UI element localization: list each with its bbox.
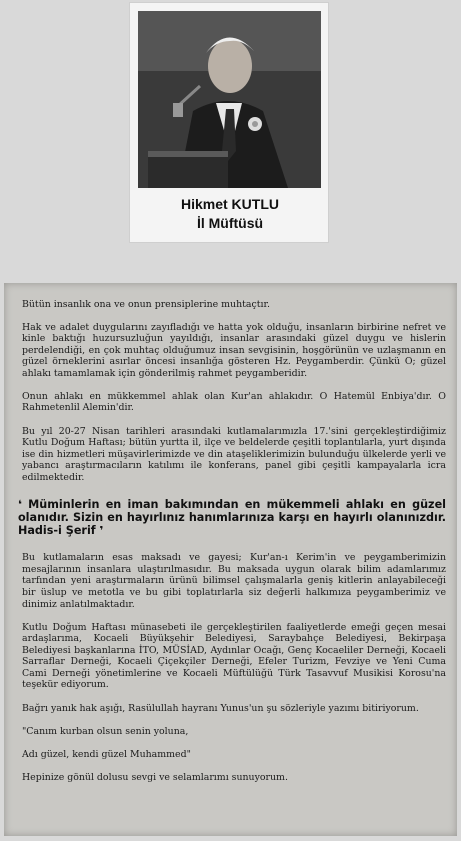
hadith-pull-quote: ❛ Müminlerin en iman bakımından en mükemmeli ahlakı en güzel olanıdır. Sizin en hayırlınız hanımlarınıza karşı en hayırlı olanınızdır. Hadis-i Şerif ❜ (18, 497, 446, 537)
article-paragraph: Hepinize gönül dolusu sevgi ve selamlarımı sunuyorum. (22, 771, 288, 783)
poem-line: "Canım kurban olsun senin yoluna, (22, 725, 189, 737)
article-body (18, 287, 446, 795)
article-paragraph: Bu yıl 20-27 Nisan tarihleri arasındaki kutlamalarımızla 17.'sini gerçekleştirdiğimiz Kutlu Doğum Haftası; bütün yurtta il, ilçe ve beldelerde çeşitli toplantılarla, yurt dışında ise din hizmetleri müşavirlerimizde ve din ataşeliklerimizin bulunduğu ülkelerde yerli ve yabancı araştırmacıların katılımı ile konferans, panel gibi çeşitli kampayalarla icra edilmektedir. (22, 425, 446, 483)
article-paragraph: Onun ahlakı en mükkemmel ahlak olan Kur'an ahlakıdır. O Hatemül Enbiya'dır. O Rahmetenlil Alemin'dir. (22, 390, 446, 414)
author-photo-card (129, 2, 329, 243)
article-paragraph: Bütün insanlık ona ve onun prensiplerine muhtaçtır. (22, 298, 270, 310)
author-portrait (138, 11, 321, 188)
poem-line: Adı güzel, kendi güzel Muhammed" (22, 748, 191, 760)
author-title: İl Müftüsü (196, 215, 264, 231)
author-name: Hikmet KUTLU (180, 196, 279, 212)
article-paragraph: Hak ve adalet duygularını zayıfladığı ve hatta yok olduğu, insanların birbirine nefret ve kinle baktığı huzursuzluğun yayıldığı, insanlar arasındaki güzel duygu ve hislerin perdelendiği, en çok muhtaç olduğumuz insan sevgisinin, hoşgörünün ve uzlaşmanın en güzel örneklerini asırlar öncesi insanlığa gösteren Hz. Peygamberdir. Çünkü O; güzel ahlakı tamamlamak için gönderilmiş rahmet peygamberidir. (22, 321, 446, 379)
portrait-illustration (138, 11, 321, 188)
article-paragraph: Kutlu Doğum Haftası münasebeti ile gerçekleştirilen faaliyetlerde emeği geçen mesai ardaşlarıma, Kocaeli Büyükşehir Belediyesi, Saraybahçe Belediyesi, Bekirpaşa Belediyesi başkanlarına İTO, MÜSİAD, Aydınlar Ocağı, Genç Kocaeliler Derneği, Kocaeli Sarraflar Derneği, Kocaeli Çiçekçiler Derneği, Efeler Turizm, Fevziye ve Yeni Cuma Cami Derneği yönetimlerine ve Kocaeli Müftülüğü Türk Tasavvuf Musikisi Korosu'na teşekür ediyorum. (22, 621, 446, 691)
newspaper-article (4, 283, 457, 836)
article-paragraph: Bağrı yanık hak aşığı, Rasülullah hayranı Yunus'un şu sözleriyle yazımı bitiriyorum. (22, 702, 419, 714)
article-paragraph: Bu kutlamaların esas maksadı ve gayesi; Kur'an-ı Kerim'in ve peygamberimizin mesajlarının insanlara ulaştırılmasıdır. Bu maksada uygun olarak bilim adamlarımız tarfından yeni araştırmaların ürünü bilimsel çalışmalarla geniş kitlerin anlayabileceği bir üslup ve metotla ve bu gibi toplatırlarla siz değerli halkımıza peygamberimiz ve dinimiz anlatılmaktadır. (22, 552, 446, 610)
